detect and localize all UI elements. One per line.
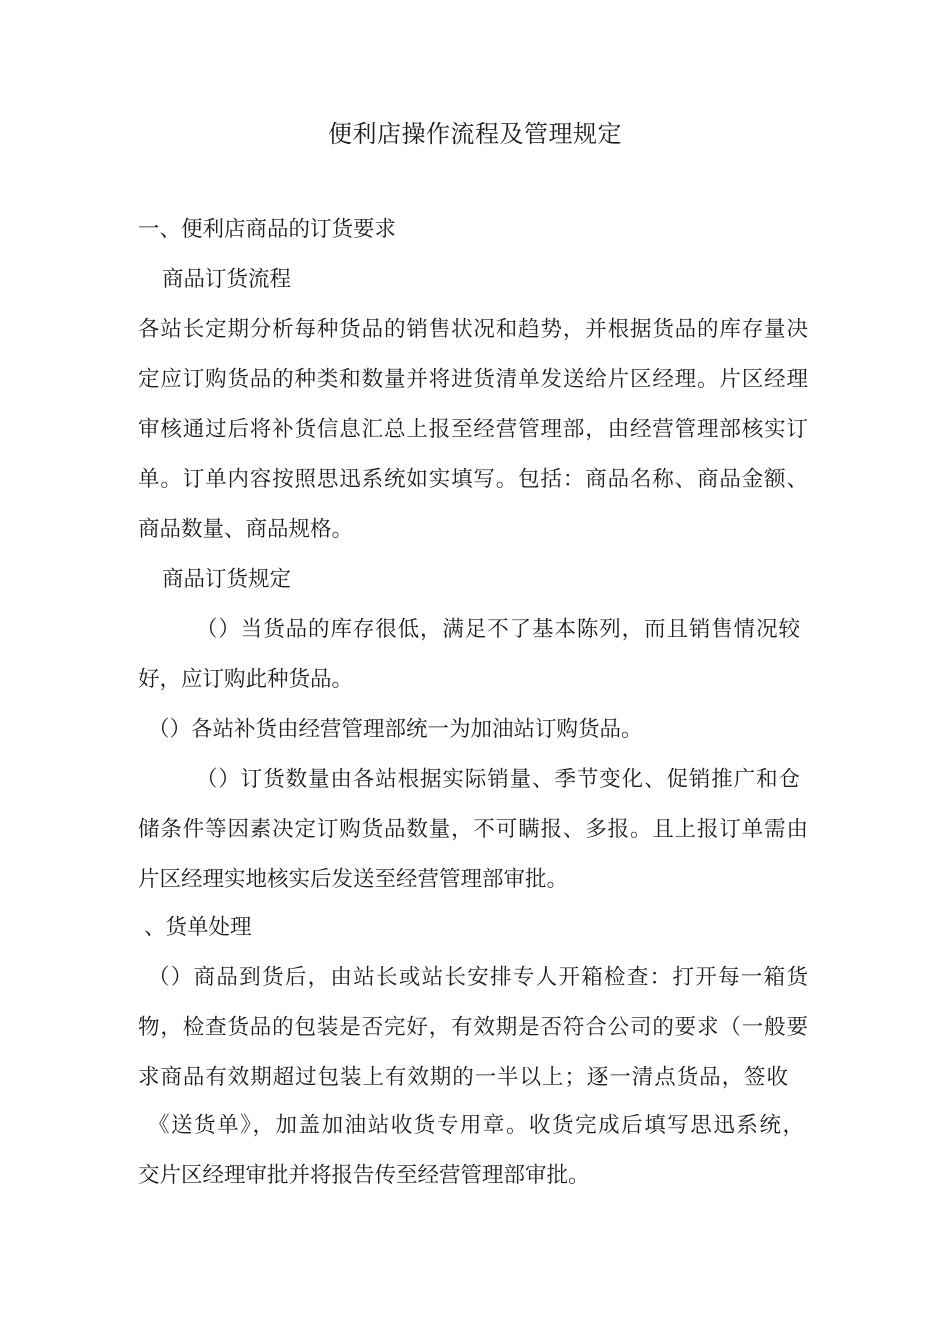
paragraph-line: 交片区经理审批并将报告传至经营管理部审批。 <box>138 1163 590 1188</box>
paragraph-line: 单。订单内容按照思迅系统如实填写。包括：商品名称、商品金额、 <box>138 467 808 492</box>
paragraph-line: 《送货单》，加盖加油站收货专用章。收货完成后填写思迅系统， <box>148 1113 804 1138</box>
paragraph-line: 片区经理实地核实后发送至经营管理部审批。 <box>138 867 569 892</box>
paragraph-line: 物，检查货品的包装是否完好，有效期是否符合公司的要求（一般要 <box>138 1015 808 1040</box>
paragraph-line: （）当货品的库存很低，满足不了基本陈列，而且销售情况较 <box>196 617 800 642</box>
subheading-order-rules: 商品订货规定 <box>162 567 292 592</box>
paragraph-line: 定应订购货品的种类和数量并将进货清单发送给片区经理。片区经理 <box>138 367 808 392</box>
document-title: 便利店操作流程及管理规定 <box>328 120 622 148</box>
paragraph-line: 审核通过后将补货信息汇总上报至经营管理部，由经营管理部核实订 <box>138 417 808 442</box>
section-heading-receipt: 、货单处理 <box>144 915 252 940</box>
paragraph-line: 好，应订购此种货品。 <box>138 667 354 692</box>
paragraph-line: 各站长定期分析每种货品的销售状况和趋势，并根据货品的库存量决 <box>138 317 808 342</box>
paragraph-line: 求商品有效期超过包装上有效期的一半以上；逐一清点货品，签收 <box>138 1065 788 1090</box>
section-heading-ordering: 一、便利店商品的订货要求 <box>138 217 397 242</box>
paragraph-line: （）各站补货由经营管理部统一为加油站订购货品。 <box>148 717 643 742</box>
paragraph-line: （）商品到货后，由站长或站长安排专人开箱检查：打开每一箱货 <box>148 965 808 990</box>
subheading-order-process: 商品订货流程 <box>162 267 292 292</box>
paragraph-line: 商品数量、商品规格。 <box>138 517 354 542</box>
paragraph-line: 储条件等因素决定订购货品数量，不可瞒报、多报。且上报订单需由 <box>138 817 808 842</box>
paragraph-line: （）订货数量由各站根据实际销量、季节变化、促销推广和仓 <box>196 767 800 792</box>
